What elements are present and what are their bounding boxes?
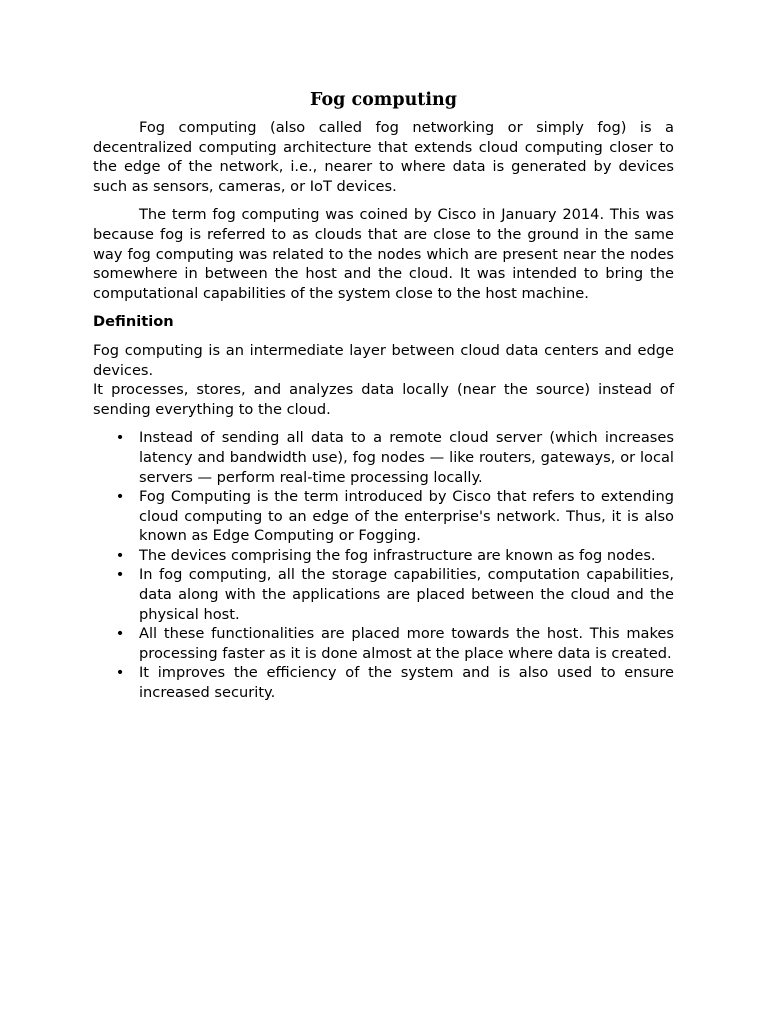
list-item-text: Fog Computing is the term introduced by Cisco that refers to extending cloud computing to an edge of the enterprise's network. Thus, it is also known as Edge Computing or Fogging.	[139, 488, 674, 545]
list-item	[93, 428, 674, 487]
list-item-text: The devices comprising the fog infrastructure are known as fog nodes.	[139, 546, 656, 564]
bullet-list	[93, 428, 674, 702]
bullet-icon: •	[115, 625, 125, 643]
list-item	[93, 487, 674, 546]
list-item-text: In fog computing, all the storage capabilities, computation capabilities, data along with the applications are placed between the cloud and the physical host.	[139, 566, 674, 623]
intro-paragraph: Fog computing (also called fog networking or simply fog) is a decentralized computing architecture that extends cloud computing closer to the edge of the network, i.e., nearer to where data is generated by devices such as sensors, cameras, or IoT devices.	[93, 119, 674, 195]
definition-heading: Definition	[93, 313, 174, 331]
document-title: Fog computing	[310, 90, 457, 110]
definition-line-1: Fog computing is an intermediate layer between cloud data centers and edge devices.	[93, 341, 674, 379]
definition-paragraph	[93, 341, 674, 419]
bullet-icon: •	[115, 566, 125, 584]
bullet-icon: •	[115, 488, 125, 506]
list-item-text: All these functionalities are placed more towards the host. This makes processing faster as it is done almost at the place where data is created.	[139, 625, 674, 662]
bullet-icon: •	[115, 546, 125, 564]
list-item-text: Instead of sending all data to a remote cloud server (which increases latency and bandwidth use), fog nodes — like routers, gateways, or local servers — perform real-time processing locally.	[139, 429, 674, 486]
list-item	[93, 546, 674, 566]
history-paragraph: The term fog computing was coined by Cisco in January 2014. This was because fog is referred to as clouds that are close to the ground in the same way fog computing was related to the nodes which are present near the nodes somewhere in between the host and the cloud. It was intended to bring the computational capabilities of the system close to the host machine.	[93, 206, 674, 302]
definition-line-2: It processes, stores, and analyzes data locally (near the source) instead of sending everything to the cloud.	[93, 381, 674, 418]
list-item-text: It improves the efficiency of the system and is also used to ensure increased security.	[139, 664, 674, 702]
list-item	[93, 663, 674, 702]
bullet-icon: •	[115, 664, 125, 682]
list-item	[93, 624, 674, 663]
bullet-icon: •	[115, 429, 125, 447]
document-body	[93, 88, 674, 703]
list-item	[93, 565, 674, 624]
